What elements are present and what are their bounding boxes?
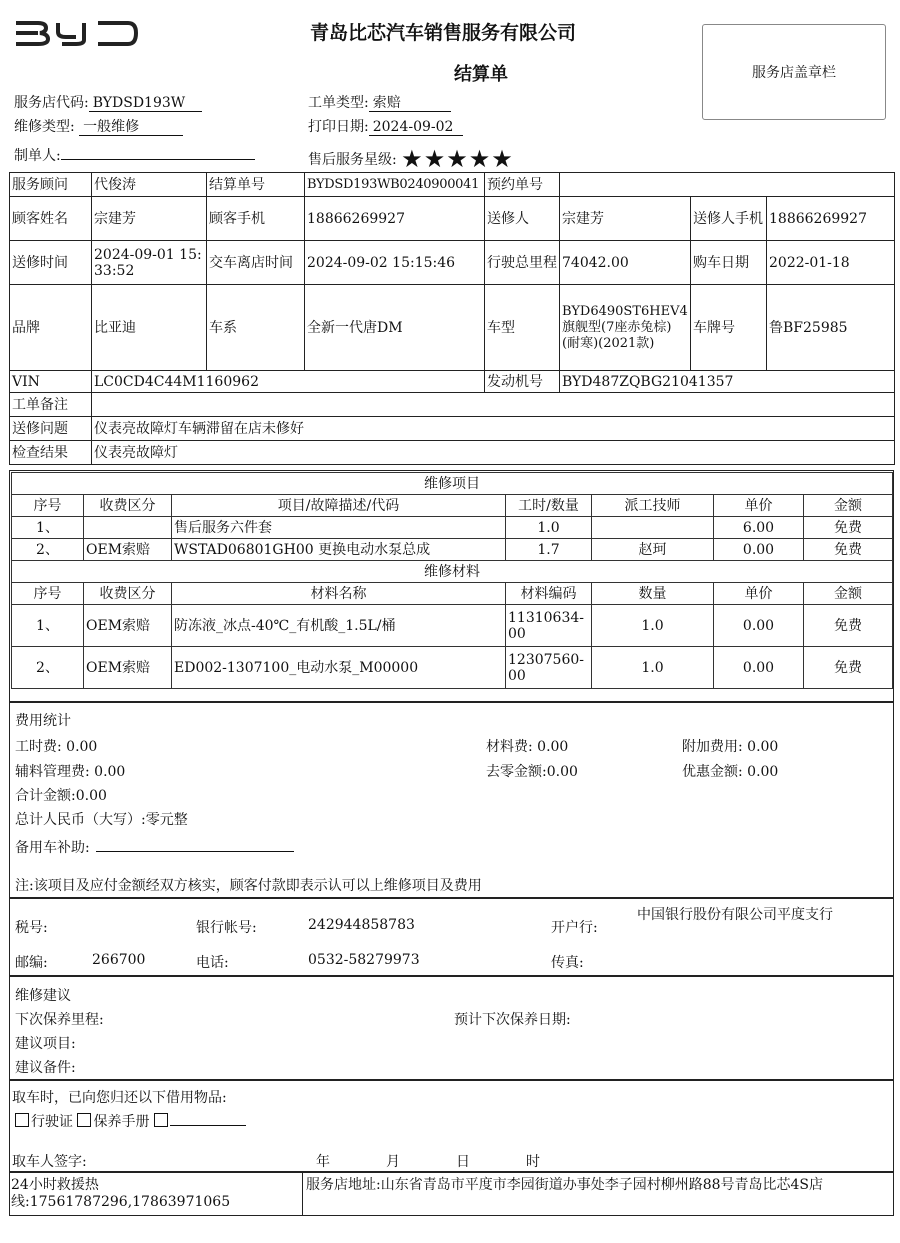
preparer-label: 制单人: [14,148,61,164]
spare-car-value [96,851,294,852]
cell: 6.00 [714,517,804,539]
materials-title: 维修材料 [12,561,893,583]
rating-row [308,142,514,173]
hour-label: 时 [526,1154,540,1170]
model-label: 车型 [485,285,560,371]
print-date-row [308,116,463,136]
cell: 防冻液_冰点-40℃_有机酸_1.5L/桶 [172,605,506,647]
document-title: 结算单 [454,64,508,85]
rounding-amount: 去零金额:0.00 [486,764,578,780]
sender-phone-value: 18866269927 [767,197,895,241]
appt-no-value [560,173,895,197]
year-label: 年 [316,1154,330,1170]
col-header: 项目/故障描述/代码 [172,495,506,517]
total-amount: 合计金额:0.00 [15,788,107,804]
cell: OEM索赔 [84,605,172,647]
col-header: 收费区分 [84,495,172,517]
col-header: 数量 [592,583,714,605]
material-fee: 材料费: 0.00 [486,739,569,755]
vehicle-info-table [9,172,895,465]
aux-fee-value: 0.00 [94,764,126,780]
other-item-blank[interactable] [170,1125,246,1126]
advice-title: 维修建议 [15,988,71,1004]
repair-items-table [11,472,893,689]
remark-label: 工单备注 [10,393,92,417]
problem-value: 仪表亮故障灯车辆滞留在店未修好 [92,417,895,441]
footer-section [9,1172,894,1216]
spare-car-subsidy: 备用车补助: [15,837,294,857]
order-type-value: 索赔 [369,95,451,112]
settle-no-label: 结算单号 [207,173,305,197]
mileage-value: 74042.00 [560,241,691,285]
bank-account-value: 242944858783 [308,917,415,933]
total-value: 0.00 [75,788,107,804]
discount-value: 0.00 [747,764,779,780]
engine-value: BYD487ZQBG21041357 [560,371,895,393]
cell: 2、 [12,539,84,561]
rating-stars: ★★★★★ [401,145,514,173]
mileage-label: 行驶总里程 [485,241,560,285]
col-header: 序号 [12,495,84,517]
company-name: 青岛比芯汽车销售服务有限公司 [310,22,577,44]
cell: 0.00 [714,647,804,689]
problem-label: 送修问题 [10,417,92,441]
store-code-row [14,92,202,112]
returned-items-row [15,1111,246,1131]
store-code-label: 服务店代码: [14,95,89,111]
col-header: 材料名称 [172,583,506,605]
col-header: 收费区分 [84,583,172,605]
cell [592,517,714,539]
cell: 0.00 [714,605,804,647]
deliver-time-label: 交车离店时间 [207,241,305,285]
cell: 免费 [804,517,893,539]
zip-label: 邮编: [15,955,48,971]
tax-no: 税号: [15,920,48,936]
items-section [9,470,894,702]
model-value: BYD6490ST6HEV4旗舰型(7座赤兔棕)(耐寒)(2021款) [560,285,691,371]
zip-value: 266700 [92,952,146,968]
manual-checkbox[interactable] [77,1113,91,1127]
repair-type-label: 维修类型: [14,119,75,135]
cell [84,517,172,539]
repair-type-value: 一般维修 [79,119,183,136]
other-checkbox[interactable] [154,1113,168,1127]
labor-fee: 工时费: 0.00 [15,739,98,755]
cell: ED002-1307100_电动水泵_M00000 [172,647,506,689]
brand-value: 比亚迪 [92,285,207,371]
fax-label: 传真: [551,955,584,971]
order-type-row [308,92,451,112]
appt-no-label: 预约单号 [485,173,560,197]
suggest-items-label: 建议项目: [15,1036,76,1052]
result-label: 检查结果 [10,441,92,465]
plate-label: 车牌号 [691,285,767,371]
next-mileage-label: 下次保养里程: [15,1012,104,1028]
cell: 1.0 [592,605,714,647]
stamp-box [702,24,886,120]
customer-name-label: 顾客姓名 [10,197,92,241]
cell: OEM索赔 [84,647,172,689]
col-header: 单价 [714,495,804,517]
license-label: 行驶证 [31,1114,73,1130]
col-header: 序号 [12,583,84,605]
buy-date-label: 购车日期 [691,241,767,285]
sender-value: 宗建芳 [560,197,691,241]
customer-name-value: 宗建芳 [92,197,207,241]
cell: 1.0 [592,647,714,689]
fees-section [9,702,894,898]
col-header: 单价 [714,583,804,605]
signature-label: 取车人签字: [12,1154,87,1170]
extra-fee: 附加费用: 0.00 [682,739,779,755]
settle-no-value: BYDSD193WB0240900041 [305,173,485,197]
byd-logo [12,18,140,48]
cell: 0.00 [714,539,804,561]
repair-type-row [14,116,183,136]
buy-date-value: 2022-01-18 [767,241,895,285]
engine-label: 发动机号 [485,371,560,393]
returned-items-label: 取车时，已向您归还以下借用物品: [12,1090,227,1106]
suggest-parts-label: 建议备件: [15,1060,76,1076]
col-header: 金额 [804,495,893,517]
cell: 赵珂 [592,539,714,561]
fees-note: 注:该项目及应付金额经双方核实，顾客付款即表示认可以上维修项目及费用 [15,878,482,894]
series-label: 车系 [207,285,305,371]
send-time-value: 2024-09-01 15:33:52 [92,241,207,285]
phone-value: 0532-58279973 [308,952,420,968]
extra-fee-value: 0.00 [747,739,779,755]
total-rmb-value: 零元整 [145,812,188,828]
manual-label: 保养手册 [93,1114,150,1130]
repair-items-title: 维修项目 [12,473,893,495]
customer-phone-value: 18866269927 [305,197,485,241]
cell: OEM索赔 [84,539,172,561]
sender-label: 送修人 [485,197,560,241]
plate-value: 鲁BF25985 [767,285,895,371]
bank-name-label: 开户行: [551,920,598,936]
vin-value: LC0CD4C44M1160962 [92,371,485,393]
total-rmb: 总计人民币（大写）:零元整 [15,812,188,828]
cell: 1.0 [506,517,592,539]
cell: 免费 [804,647,893,689]
cell: 1、 [12,517,84,539]
col-header: 金额 [804,583,893,605]
store-code-value: BYDSD193W [89,95,202,112]
cell: 11310634-00 [506,605,592,647]
deliver-time-value: 2024-09-02 15:15:46 [305,241,485,285]
col-header: 材料编码 [506,583,592,605]
table-row [12,647,893,689]
result-value: 仪表亮故障灯 [92,441,895,465]
cell: 1、 [12,605,84,647]
bank-name-value: 中国银行股份有限公司平度支行 [637,907,833,923]
remark-value [92,393,895,417]
bank-section [9,898,894,976]
advisor-label: 服务顾问 [10,173,92,197]
rescue-hotline: 24小时救援热线:17561787296,17863971065 [11,1177,231,1210]
material-fee-value: 0.00 [537,739,569,755]
bank-account-label: 银行帐号: [196,920,257,936]
vin-label: VIN [10,371,92,393]
month-label: 月 [386,1154,400,1170]
print-date-label: 打印日期: [308,119,369,135]
cell: WSTAD06801GH00 更换电动水泵总成 [172,539,506,561]
cell: 12307560-00 [506,647,592,689]
cell: 2、 [12,647,84,689]
col-header: 派工技师 [592,495,714,517]
customer-phone-label: 顾客手机 [207,197,305,241]
preparer-row [14,145,255,165]
preparer-value [61,159,255,160]
send-time-label: 送修时间 [10,241,92,285]
advice-section [9,976,894,1080]
order-type-label: 工单类型: [308,95,369,111]
license-checkbox[interactable] [15,1113,29,1127]
aux-fee: 辅料管理费: 0.00 [15,764,126,780]
rounding-value: 0.00 [546,764,578,780]
phone-label: 电话: [196,955,229,971]
day-label: 日 [456,1154,470,1170]
store-address: 服务店地址:山东省青岛市平度市李园街道办事处李子园村柳州路88号青岛比芯4S店 [306,1177,824,1193]
fees-title: 费用统计 [15,713,71,729]
table-row [12,605,893,647]
print-date-value: 2024-09-02 [369,119,463,136]
advisor-value: 代俊涛 [92,173,207,197]
pickup-section [9,1080,894,1172]
rating-label: 售后服务星级: [308,152,397,168]
brand-label: 品牌 [10,285,92,371]
next-date-label: 预计下次保养日期: [454,1012,571,1028]
sender-phone-label: 送修人手机 [691,197,767,241]
series-value: 全新一代唐DM [305,285,485,371]
cell: 1.7 [506,539,592,561]
stamp-label: 服务店盖章栏 [752,65,836,81]
labor-fee-value: 0.00 [66,739,98,755]
discount-amount: 优惠金额: 0.00 [682,764,779,780]
cell: 免费 [804,539,893,561]
table-row [12,539,893,561]
col-header: 工时/数量 [506,495,592,517]
cell: 售后服务六件套 [172,517,506,539]
cell: 免费 [804,605,893,647]
table-row [12,517,893,539]
